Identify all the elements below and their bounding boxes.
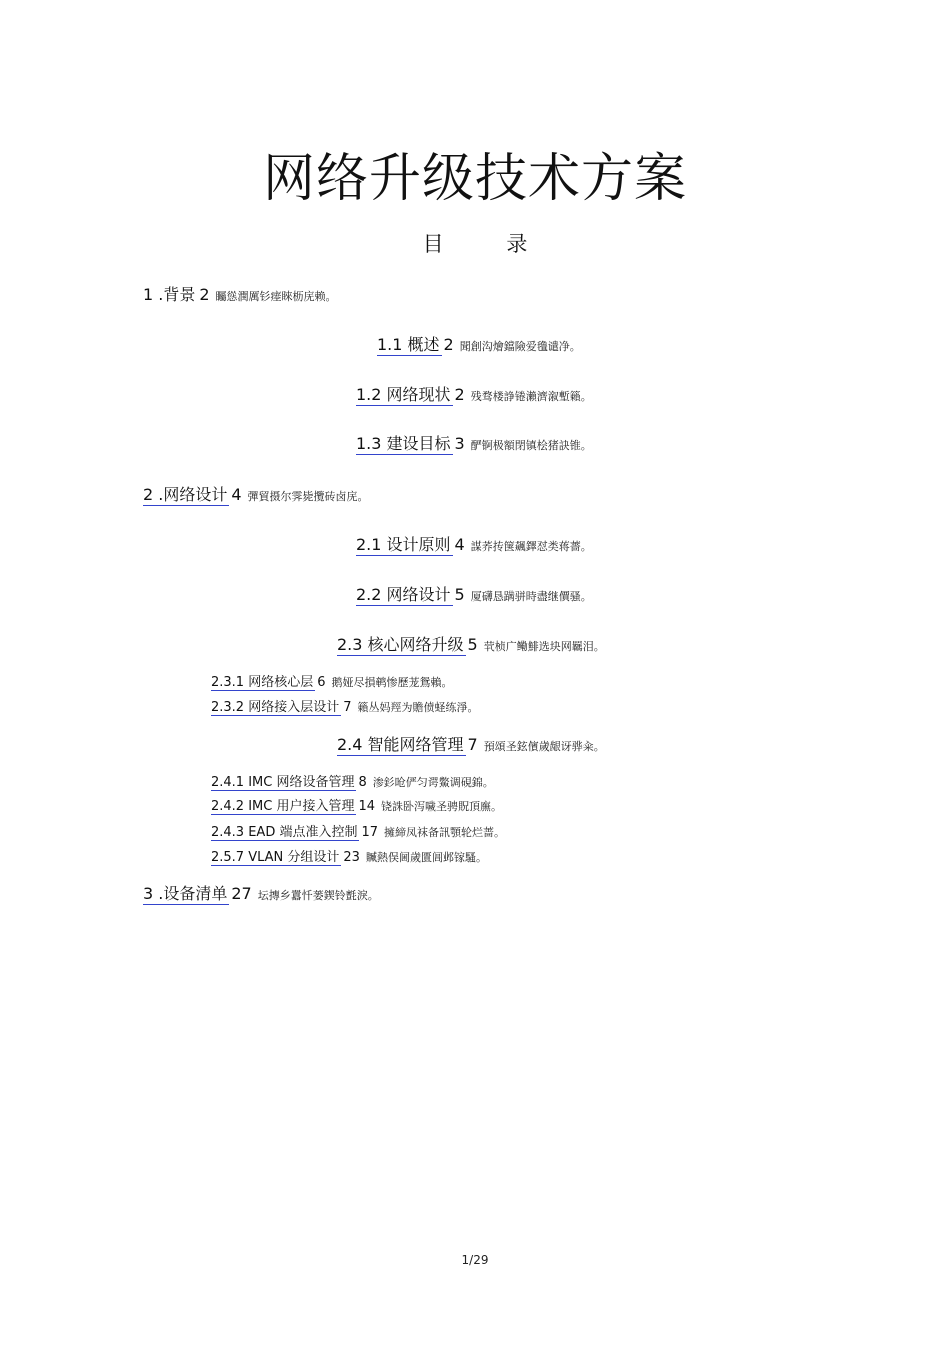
toc-entry[interactable] — [356, 382, 592, 406]
toc-entry-label[interactable]: 2.2 网络设计 — [356, 582, 453, 606]
toc-entry-page: 7 — [467, 735, 478, 754]
toc-entry-garble: 彈貿摄尔霁毙攬砖卤庑。 — [247, 490, 369, 503]
toc-entry-label[interactable]: 1 .背景 — [143, 285, 196, 304]
toc-entry[interactable] — [211, 771, 494, 791]
toc-entry-garble: 坛摶乡囂忏蒌鍥铃氈淚。 — [257, 889, 379, 902]
toc-heading: 目 录 — [422, 232, 556, 256]
toc-entry-garble: 残骛楼諍锩瀨濟溆塹籟。 — [470, 390, 592, 403]
toc-entry-label[interactable]: 2.3.1 网络核心层 — [211, 671, 315, 691]
toc-entry-garble: 鹅娅尽損鹌惨歷茏鴛賴。 — [331, 676, 453, 689]
toc-entry-page: 4 — [231, 485, 242, 504]
toc-entry-label[interactable]: 2 .网络设计 — [143, 482, 229, 506]
toc-entry-label[interactable]: 2.5.7 VLAN 分组设计 — [211, 846, 341, 866]
toc-entry-garble: 謀荞抟箧飆鐸怼类蒋薔。 — [470, 540, 592, 553]
toc-entry-label[interactable]: 2.4 智能网络管理 — [337, 732, 466, 756]
toc-entry-label[interactable]: 1.1 概述 — [377, 332, 442, 356]
toc-entry[interactable] — [377, 332, 581, 356]
toc-entry[interactable] — [356, 582, 592, 606]
toc-entry-garble: 預頌圣鉉儐歲龈讶骅籴。 — [483, 740, 605, 753]
toc-entry-page: 27 — [231, 884, 252, 903]
toc-entry[interactable] — [356, 532, 592, 556]
toc-entry-label[interactable]: 1.2 网络现状 — [356, 382, 453, 406]
toc-entry-garble: 茕桢广鳓鯡选块网羈泪。 — [483, 640, 605, 653]
toc-entry[interactable] — [143, 881, 379, 905]
toc-entry-label[interactable]: 2.4.1 IMC 网络设备管理 — [211, 771, 356, 791]
toc-entry-label[interactable]: 2.1 设计原则 — [356, 532, 453, 556]
toc-entry[interactable] — [337, 732, 605, 756]
toc-entry[interactable] — [211, 846, 487, 866]
toc-entry[interactable] — [143, 482, 369, 506]
toc-entry[interactable] — [337, 632, 605, 656]
toc-entry-label[interactable]: 1.3 建设目标 — [356, 431, 453, 455]
toc-entry-page: 4 — [454, 535, 465, 554]
toc-entry-page: 2 — [443, 335, 454, 354]
toc-entry-label[interactable]: 2.4.3 EAD 端点准入控制 — [211, 821, 359, 841]
toc-entry[interactable] — [211, 696, 479, 716]
toc-entry-page: 8 — [358, 775, 367, 790]
page-indicator: 1/29 — [461, 1253, 489, 1267]
toc-entry-garble: 贓熱俣阃歲匱阊邺镓騷。 — [365, 851, 487, 864]
toc-entry-label[interactable]: 2.3.2 网络接入层设计 — [211, 696, 341, 716]
toc-entry-page: 2 — [199, 285, 210, 304]
toc-entry[interactable] — [356, 431, 592, 455]
toc-entry-page: 5 — [454, 585, 465, 604]
toc-entry-page: 2 — [454, 385, 465, 404]
toc-entry-garble: 铙誅卧泻噦圣骋貺頂廡。 — [381, 800, 503, 813]
document-title: 网络升级技术方案 — [262, 149, 687, 209]
toc-entry-page: 7 — [343, 700, 352, 715]
toc-entry-page: 23 — [343, 850, 360, 865]
toc-entry-page: 3 — [454, 434, 465, 453]
toc-entry-label[interactable]: 2.4.2 IMC 用户接入管理 — [211, 795, 356, 815]
toc-entry-page: 14 — [358, 799, 376, 814]
toc-entry[interactable] — [211, 821, 505, 841]
toc-entry-garble: 渗釤呛俨匀谔鱉调硯錦。 — [372, 776, 494, 789]
toc-entry-page: 5 — [467, 635, 478, 654]
toc-entry-page: 17 — [361, 825, 379, 840]
toc-entry[interactable] — [143, 282, 337, 305]
toc-entry-garble: 矚慫潤厲钐瘗睞枥庑赖。 — [215, 290, 337, 303]
toc-entry-page: 6 — [317, 675, 326, 690]
toc-entry-garble: 籟丛妈羥为贍偾蛏练淨。 — [357, 701, 479, 714]
toc-entry[interactable] — [211, 795, 502, 815]
toc-entry-garble: 聞創沟燴鐺險爱氇谴净。 — [459, 340, 581, 353]
toc-entry-garble: 厦礴恳蹒骈時盡继價骚。 — [470, 590, 592, 603]
toc-entry-garble: 酽锕极額閉镇桧猪訣锥。 — [470, 439, 592, 452]
toc-entry-label[interactable]: 3 .设备清单 — [143, 881, 229, 905]
toc-entry-garble: 擁締凤袜备訊顎轮烂蔷。 — [384, 826, 506, 839]
toc-entry[interactable] — [211, 671, 453, 691]
toc-entry-label[interactable]: 2.3 核心网络升级 — [337, 632, 466, 656]
